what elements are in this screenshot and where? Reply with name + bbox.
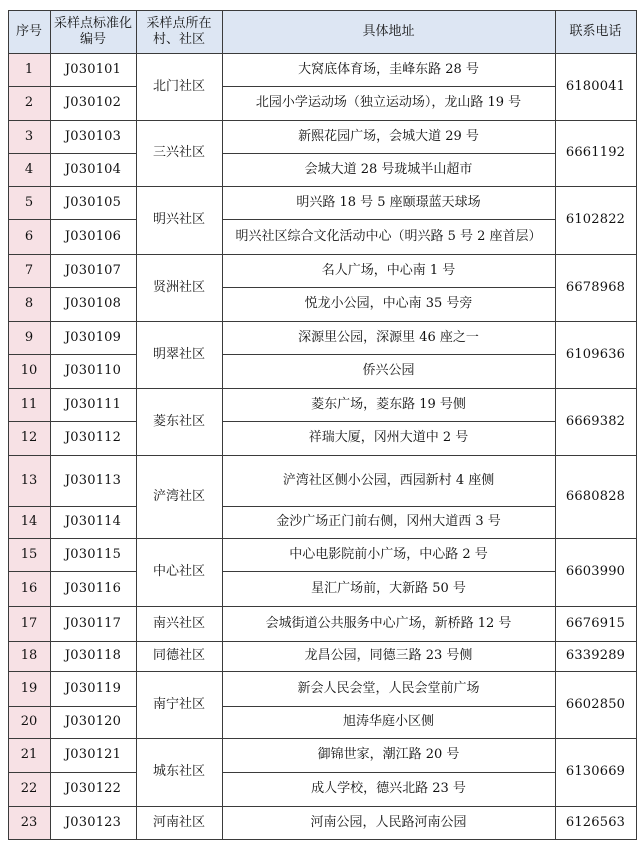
grid-line bbox=[222, 287, 556, 288]
grid-line bbox=[8, 86, 137, 87]
row-community: 同德社区 bbox=[152, 648, 205, 663]
row-community: 明翠社区 bbox=[152, 346, 205, 362]
row-community: 南宁社区 bbox=[152, 696, 205, 712]
grid-line bbox=[136, 10, 137, 840]
grid-line bbox=[8, 738, 637, 739]
row-seq: 10 bbox=[8, 354, 50, 388]
row-code: J030103 bbox=[64, 128, 122, 144]
grid-line bbox=[8, 455, 637, 456]
row-address: 浐湾社区侧小公园，西园新村 4 座侧 bbox=[282, 472, 495, 488]
grid-line bbox=[222, 421, 556, 422]
row-community: 北门社区 bbox=[152, 78, 205, 94]
grid-line bbox=[8, 321, 637, 322]
grid-line bbox=[8, 706, 137, 707]
grid-line bbox=[222, 354, 556, 355]
row-phone: 6669382 bbox=[565, 413, 626, 429]
header-address: 具体地址 bbox=[222, 10, 555, 53]
row-phone: 6126563 bbox=[565, 814, 626, 830]
row-address: 河南公园，人民路河南公园 bbox=[310, 814, 467, 830]
row-address: 明兴路 18 号 5 座颐璟蓝天球场 bbox=[296, 194, 481, 210]
row-seq: 19 bbox=[8, 671, 50, 706]
grid-line bbox=[8, 388, 637, 389]
row-code: J030119 bbox=[64, 680, 122, 696]
row-code: J030115 bbox=[64, 546, 122, 562]
row-address: 会城大道 28 号珑城半山超市 bbox=[304, 161, 473, 177]
grid-line bbox=[8, 254, 637, 255]
header-community: 采样点所在村、社区 bbox=[136, 10, 222, 53]
row-phone: 6102822 bbox=[565, 212, 626, 227]
row-address: 中心电影院前小广场，中心路 2 号 bbox=[289, 546, 488, 562]
row-seq: 8 bbox=[8, 287, 50, 321]
grid-line bbox=[8, 571, 137, 572]
grid-line bbox=[8, 839, 637, 840]
grid-line bbox=[8, 354, 137, 355]
row-address: 菱东广场，菱东路 19 号侧 bbox=[311, 396, 466, 412]
grid-line bbox=[8, 421, 137, 422]
row-community: 菱东社区 bbox=[152, 413, 205, 429]
row-address: 大窝底体育场，圭峰东路 28 号 bbox=[298, 61, 479, 77]
row-seq: 17 bbox=[8, 606, 50, 641]
row-phone: 6661192 bbox=[565, 145, 626, 160]
row-code: J030123 bbox=[64, 814, 122, 830]
row-seq: 3 bbox=[8, 120, 50, 153]
grid-line bbox=[8, 538, 637, 539]
grid-line bbox=[555, 10, 556, 840]
grid-line bbox=[8, 287, 137, 288]
row-phone: 6130669 bbox=[565, 764, 626, 779]
row-community: 贤洲社区 bbox=[152, 279, 205, 295]
row-code: J030113 bbox=[64, 472, 122, 488]
header-seq: 序号 bbox=[8, 10, 50, 53]
row-seq: 2 bbox=[8, 86, 50, 120]
row-seq: 6 bbox=[8, 219, 50, 254]
grid-line bbox=[222, 86, 556, 87]
row-seq: 13 bbox=[8, 455, 50, 506]
grid-line bbox=[222, 153, 556, 154]
grid-line bbox=[8, 772, 137, 773]
row-code: J030107 bbox=[64, 262, 122, 278]
row-address: 会城街道公共服务中心广场，新桥路 12 号 bbox=[265, 615, 512, 631]
row-address: 御锦世家，潮江路 20 号 bbox=[317, 747, 460, 762]
row-seq: 16 bbox=[8, 571, 50, 606]
row-seq: 21 bbox=[8, 738, 50, 772]
grid-line bbox=[8, 806, 637, 807]
grid-line bbox=[8, 506, 137, 507]
row-phone: 6339289 bbox=[565, 648, 626, 663]
row-seq: 7 bbox=[8, 254, 50, 287]
grid-line bbox=[636, 10, 637, 840]
row-seq: 15 bbox=[8, 538, 50, 571]
row-seq: 20 bbox=[8, 706, 50, 738]
row-seq: 5 bbox=[8, 186, 50, 219]
grid-line bbox=[8, 606, 637, 607]
row-address: 龙昌公园，同德三路 23 号侧 bbox=[304, 648, 473, 663]
row-community: 中心社区 bbox=[152, 564, 205, 579]
row-phone: 6678968 bbox=[565, 279, 626, 295]
row-address: 名人广场，中心南 1 号 bbox=[321, 262, 456, 278]
row-code: J030111 bbox=[64, 396, 122, 412]
row-phone: 6180041 bbox=[565, 78, 626, 94]
row-address: 金沙广场正门前右侧，冈州大道西 3 号 bbox=[276, 514, 501, 529]
grid-line bbox=[8, 53, 637, 54]
row-code: J030112 bbox=[64, 430, 122, 445]
row-address: 新熙花园广场，会城大道 29 号 bbox=[298, 128, 479, 144]
grid-line bbox=[8, 641, 637, 642]
row-code: J030102 bbox=[64, 95, 122, 110]
row-address: 北园小学运动场（独立运动场），龙山路 19 号 bbox=[255, 95, 522, 110]
row-seq: 23 bbox=[8, 806, 50, 839]
row-code: J030118 bbox=[64, 648, 122, 663]
row-phone: 6603990 bbox=[565, 564, 626, 579]
row-code: J030114 bbox=[64, 514, 122, 529]
grid-line bbox=[222, 571, 556, 572]
row-community: 南兴社区 bbox=[152, 615, 205, 631]
row-seq: 4 bbox=[8, 153, 50, 186]
row-community: 明兴社区 bbox=[152, 212, 205, 227]
row-code: J030121 bbox=[64, 747, 122, 762]
row-code: J030101 bbox=[64, 61, 122, 77]
row-address: 深源里公园，深源里 46 座之一 bbox=[298, 329, 479, 345]
row-community: 三兴社区 bbox=[152, 145, 205, 160]
row-code: J030105 bbox=[64, 194, 122, 210]
row-code: J030117 bbox=[64, 615, 122, 631]
row-phone: 6602850 bbox=[565, 696, 626, 712]
grid-line bbox=[222, 219, 556, 220]
grid-line bbox=[222, 10, 223, 840]
row-community: 河南社区 bbox=[152, 814, 205, 830]
row-address: 旭涛华庭小区侧 bbox=[342, 714, 434, 729]
grid-line bbox=[8, 10, 9, 840]
grid-line bbox=[222, 772, 556, 773]
row-address: 明兴社区综合文化活动中心（明兴路 5 号 2 座首层） bbox=[235, 228, 542, 244]
row-code: J030104 bbox=[64, 161, 122, 177]
row-code: J030116 bbox=[64, 580, 122, 596]
row-code: J030120 bbox=[64, 714, 122, 729]
row-seq: 9 bbox=[8, 321, 50, 354]
grid-line bbox=[50, 10, 51, 840]
row-seq: 11 bbox=[8, 388, 50, 421]
header-code: 采样点标准化编号 bbox=[50, 10, 136, 53]
row-seq: 18 bbox=[8, 641, 50, 671]
row-community: 城东社区 bbox=[152, 764, 205, 779]
row-seq: 14 bbox=[8, 506, 50, 538]
row-code: J030106 bbox=[64, 228, 122, 244]
grid-line bbox=[8, 186, 637, 187]
row-address: 侨兴公园 bbox=[362, 363, 415, 378]
row-phone: 6109636 bbox=[565, 346, 626, 362]
grid-line bbox=[8, 219, 137, 220]
row-address: 新会人民会堂，人民会堂前广场 bbox=[297, 680, 480, 696]
row-seq: 12 bbox=[8, 421, 50, 455]
grid-line bbox=[8, 10, 637, 11]
row-code: J030122 bbox=[64, 781, 122, 796]
header-phone: 联系电话 bbox=[555, 10, 636, 53]
row-seq: 22 bbox=[8, 772, 50, 806]
grid-line bbox=[8, 120, 637, 121]
row-address: 成人学校，德兴北路 23 号 bbox=[311, 781, 466, 796]
grid-line bbox=[222, 506, 556, 507]
row-address: 悦龙小公园，中心南 35 号旁 bbox=[304, 296, 473, 311]
row-phone: 6680828 bbox=[565, 488, 626, 504]
grid-line bbox=[8, 153, 137, 154]
row-code: J030110 bbox=[64, 363, 122, 378]
row-code: J030108 bbox=[64, 296, 122, 311]
row-community: 浐湾社区 bbox=[152, 488, 205, 504]
grid-line bbox=[222, 706, 556, 707]
grid-line bbox=[8, 671, 637, 672]
row-seq: 1 bbox=[8, 53, 50, 86]
row-phone: 6676915 bbox=[565, 615, 626, 631]
row-address: 祥瑞大厦，冈州大道中 2 号 bbox=[308, 430, 469, 445]
row-code: J030109 bbox=[64, 329, 122, 345]
row-address: 星汇广场前，大新路 50 号 bbox=[311, 580, 466, 596]
